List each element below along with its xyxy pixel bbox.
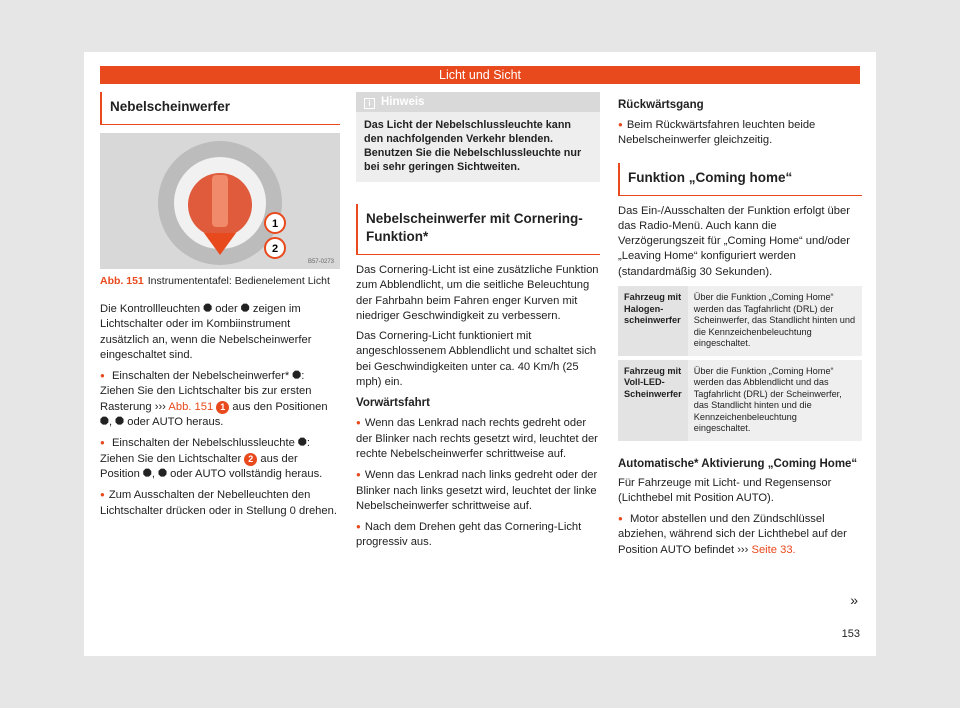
subhead-reverse: Rückwärtsgang	[618, 99, 704, 111]
subhead-forward: Vorwärtsfahrt	[356, 397, 430, 410]
page-number: 153	[841, 628, 860, 640]
figure-light-switch	[100, 133, 340, 269]
paragraph-cornering-2: Das Cornering-Licht funktioniert mit angeschlossenem Abblendlicht und schaltet sich bei Geschwindigkeiten unter ca. 40 Km/h (25 mph) ein.	[356, 330, 597, 389]
chapter-header: Licht und Sicht	[100, 66, 860, 84]
paragraph-auto: Für Fahrzeuge mit Licht- und Regensensor (Lichthebel mit Position AUTO).	[618, 476, 832, 504]
subhead-auto: Automatische* Aktivierung „Coming Home“	[618, 457, 858, 470]
info-icon: i	[364, 98, 375, 109]
callout-2: 2	[271, 243, 279, 255]
table-text: Über die Funktion „Coming Home“ werden das Tagfahrlicht (DRL) der Scheinwerfer, das Standlicht hinten und die Kennzeichenbeleuchtung eingeschaltet.	[688, 286, 862, 358]
table-row	[618, 358, 862, 443]
coming-home-table	[618, 286, 862, 445]
paragraph-coming-home: Das Ein-/Ausschalten der Funktion erfolgt über das Radio-Menü. Auch kann die Verzögerungszeit für „Coming Home“ und/oder „Leaving Home“ konfiguriert werden (standardmäßig 30 Sekunden).	[618, 204, 850, 278]
light-switch-illustration	[100, 133, 340, 269]
note-box	[356, 92, 600, 182]
callout-1: 1	[271, 218, 279, 230]
continue-mark: »	[850, 592, 858, 608]
bullet-reverse: ● Beim Rückwärtsfahren leuchten beide Nebelscheinwerfer gleichzeitig.	[618, 117, 862, 149]
table-text: Über die Funktion „Coming Home“ werden das Abblendlicht und das Tagfahrlicht (DRL) der Scheinwerfer, das Standlicht hinten und die Kennzeichenbeleuchtung eingeschaltet.	[688, 358, 862, 443]
column-middle	[356, 92, 600, 556]
table-label: Fahrzeug mit Halogen-scheinwerfer	[618, 286, 688, 358]
figure-caption	[100, 275, 340, 288]
bullet-rear-fog-on: ● Einschalten der Nebelschlussleuchte ⯃: Ziehen Sie den Lichtschalter 2 aus der Position ⯃, ⯃ oder AUTO vollständig heraus.	[100, 435, 340, 482]
callout-ref-2: 2	[244, 453, 257, 466]
column-left	[100, 92, 340, 524]
figure-code: B57-0273	[307, 259, 334, 265]
section-title-coming-home: Funktion „Coming home“	[618, 163, 862, 196]
link-seite-33[interactable]: Seite 33.	[751, 543, 796, 556]
section-title-cornering: Nebelscheinwerfer mit Cornering-Funktion*	[356, 204, 600, 255]
table-row	[618, 286, 862, 358]
bullet-left: ● Wenn das Lenkrad nach links gedreht oder der Blinker nach links gesetzt wird, leuchtet der linke Nebelscheinwerfer schrittweise auf.	[356, 467, 600, 514]
caption-text: Instrumententafel: Bedienelement Licht	[147, 275, 330, 287]
caption-label: Abb. 151	[100, 275, 144, 287]
table-label: Fahrzeug mit Voll-LED-Scheinwerfer	[618, 358, 688, 443]
callout-ref-1: 1	[216, 401, 229, 414]
bullet-off: ● Nach dem Drehen geht das Cornering-Licht progressiv aus.	[356, 519, 600, 551]
column-right	[618, 92, 862, 563]
section-title-fog-lights: Nebelscheinwerfer	[100, 92, 340, 125]
bullet-fog-off: ● Zum Ausschalten der Nebelleuchten den Lichtschalter drücken oder in Stellung 0 drehen.	[100, 487, 340, 519]
note-header: i Hinweis	[356, 92, 600, 112]
bullet-auto: ● Motor abstellen und den Zündschlüssel abziehen, während sich der Lichthebel auf der Position AUTO befindet ››› Seite 33.	[618, 511, 862, 558]
paragraph-cornering-1: Das Cornering-Licht ist eine zusätzliche Funktion zum Abblendlicht, um die seitliche Beleuchtung der Fahrbahn beim Fahren enger Kurven mit niedriger Geschwindigkeit zu verbessern.	[356, 264, 599, 322]
bullet-fog-on: ● Einschalten der Nebelscheinwerfer* ⯃: Ziehen Sie den Lichtschalter bis zur ersten Rasterung ››› Abb. 151 1 aus den Positionen ⯃, ⯃ oder AUTO heraus.	[100, 368, 340, 430]
bullet-right: ● Wenn das Lenkrad nach rechts gedreht oder der Blinker nach rechts gesetzt wird, leuchtet der rechte Nebelscheinwerfer schrittweise auf.	[356, 415, 600, 462]
link-abb-151[interactable]: Abb. 151	[168, 400, 214, 413]
manual-page	[84, 52, 876, 656]
note-text: Das Licht der Nebelschlussleuchte kann den nachfolgenden Verkehr blenden. Benutzen Sie die Nebelschlussleuchte nur bei sehr geringen Sichtweiten.	[364, 119, 582, 173]
paragraph-indicator: Die Kontrollleuchten ⯃ oder ⯃ zeigen im Lichtschalter oder im Kombiinstrument zusätzlich an, wenn die Nebelscheinwerfer eingeschaltet sind.	[100, 303, 312, 361]
